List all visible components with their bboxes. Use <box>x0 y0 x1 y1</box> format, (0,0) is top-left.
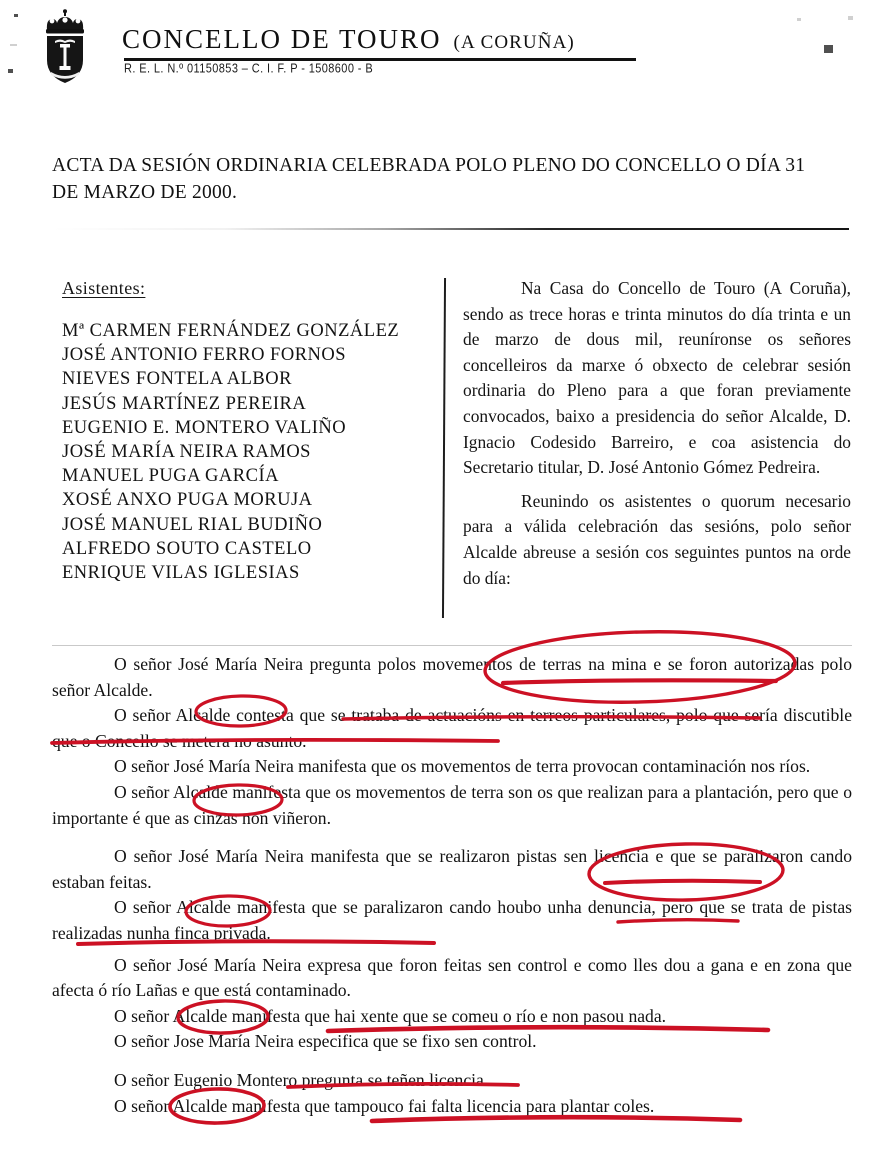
attendee-name: ENRIQUE VILAS IGLESIAS <box>62 563 300 584</box>
attendees-label: Asistentes: <box>62 278 146 298</box>
page-title-line-2: DE MARZO DE 2000. <box>52 182 238 203</box>
organization-title-block <box>122 24 662 55</box>
minutes-paragraph: O señor José María Neira expresa que foron feitas sen control e como lles dou a gana e en zona que afecta ó río Lañas e que está contaminado. <box>52 954 852 1001</box>
minutes-paragraph: O señor José María Neira manifesta que se realizaron pistas sen licencia e que se paralizaron cando estaban feitas. <box>52 846 852 892</box>
attendees-list <box>62 278 432 585</box>
scan-speck <box>797 18 801 21</box>
attendee-name: JOSÉ ANTONIO FERRO FORNOS <box>62 345 347 366</box>
attendee-name: JESÚS MARTÍNEZ PEREIRA <box>62 393 307 414</box>
minutes-paragraph: O señor Jose María Neira especifica que se fixo sen control. <box>114 1031 537 1052</box>
preamble-paragraph: Reunindo os asistentes o quorum necesario para a válida celebración das sesións, polo señor Alcalde abreuse a sesión cos seguintes puntos na orde do día: <box>463 490 851 588</box>
preamble-paragraph: Na Casa do Concello de Touro (A Coruña), sendo as trece horas e trinta minutos do día trinta e un de marzo de dous mil, reuníronse os señores concelleiros da marxe ó obxecto de celebrar sesión ordinaria do Pleno para a que foran previamente convocados, baixo a presidencia do señor Alcalde, D. Ignacio Codesido Barreiro, e coa asistencia do Secretario titular, D. José Antonio Gómez Pedreira. <box>463 278 851 478</box>
attendee-name: JOSÉ MANUEL RIAL BUDIÑO <box>62 514 323 535</box>
column-divider <box>442 278 446 618</box>
minutes-body <box>52 652 852 1119</box>
organization-region: (A CORUÑA) <box>453 32 575 53</box>
attendee-name: MANUEL PUGA GARCÍA <box>62 466 279 487</box>
divider-middle <box>52 645 852 646</box>
minutes-paragraph: O señor José María Neira manifesta que os movementos de terra provocan contaminación nos ríos. <box>114 756 811 777</box>
page-title-line-1: ACTA DA SESIÓN ORDINARIA CELEBRADA POLO PLENO DO CONCELLO O DÍA 31 <box>52 155 806 176</box>
organization-name: CONCELLO DE TOURO <box>122 24 442 54</box>
attendee-name: NIEVES FONTELA ALBOR <box>62 369 292 390</box>
attendee-name: Mª CARMEN FERNÁNDEZ GONZÁLEZ <box>62 321 400 341</box>
minutes-paragraph: O señor Alcalde manifesta que hai xente que se comeu o río e non pasou nada. <box>114 1005 667 1026</box>
attendee-name: ALFREDO SOUTO CASTELO <box>62 538 312 559</box>
coat-of-arms-icon <box>36 8 94 86</box>
page-title <box>52 152 852 206</box>
minutes-paragraph: O señor José María Neira pregunta polos movementos de terras na mina e se foron autorizadas polo señor Alcalde. <box>52 654 852 700</box>
letterhead-rule <box>124 58 636 61</box>
scan-speck <box>8 69 13 73</box>
minutes-paragraph: O señor Alcalde manifesta que tampouco fai falta licencia para plantar coles. <box>114 1095 655 1116</box>
minutes-paragraph: O señor Alcalde manifesta que os movementos de terra son os que realizan para a plantación, pero que o importante é que as cinzas non viñeron. <box>52 781 852 828</box>
attendees-and-intro-section <box>0 268 890 628</box>
minutes-paragraph: O señor Eugenio Montero pregunta se teñen licencia. <box>114 1069 489 1090</box>
minutes-paragraph: O señor Alcalde manifesta que se paralizaron cando houbo unha denuncia, pero que se trata de pistas realizadas nunha finca privada. <box>52 897 852 943</box>
scan-speck <box>848 16 853 20</box>
paragraph-gap <box>52 831 852 844</box>
scan-speck <box>10 44 17 46</box>
divider-top <box>52 228 849 230</box>
organization-title <box>122 24 662 55</box>
attendee-name: XOSÉ ANXO PUGA MORUJA <box>62 490 313 511</box>
scan-speck <box>14 14 18 17</box>
attendee-name: EUGENIO E. MONTERO VALIÑO <box>62 417 347 438</box>
letterhead <box>0 0 890 100</box>
attendee-name: JOSÉ MARÍA NEIRA RAMOS <box>62 442 311 463</box>
minutes-paragraph: O señor Alcalde contesta que se trataba de actuacións en terreos particulares, polo que sería discutible que o Concello se metera no asunto. <box>52 705 852 751</box>
session-preamble <box>463 276 851 593</box>
paragraph-gap <box>52 1055 852 1068</box>
registry-identifiers: R. E. L. N.º 01150853 – C. I. F. P - 1508600 - B <box>124 62 374 77</box>
scan-speck <box>824 45 833 53</box>
